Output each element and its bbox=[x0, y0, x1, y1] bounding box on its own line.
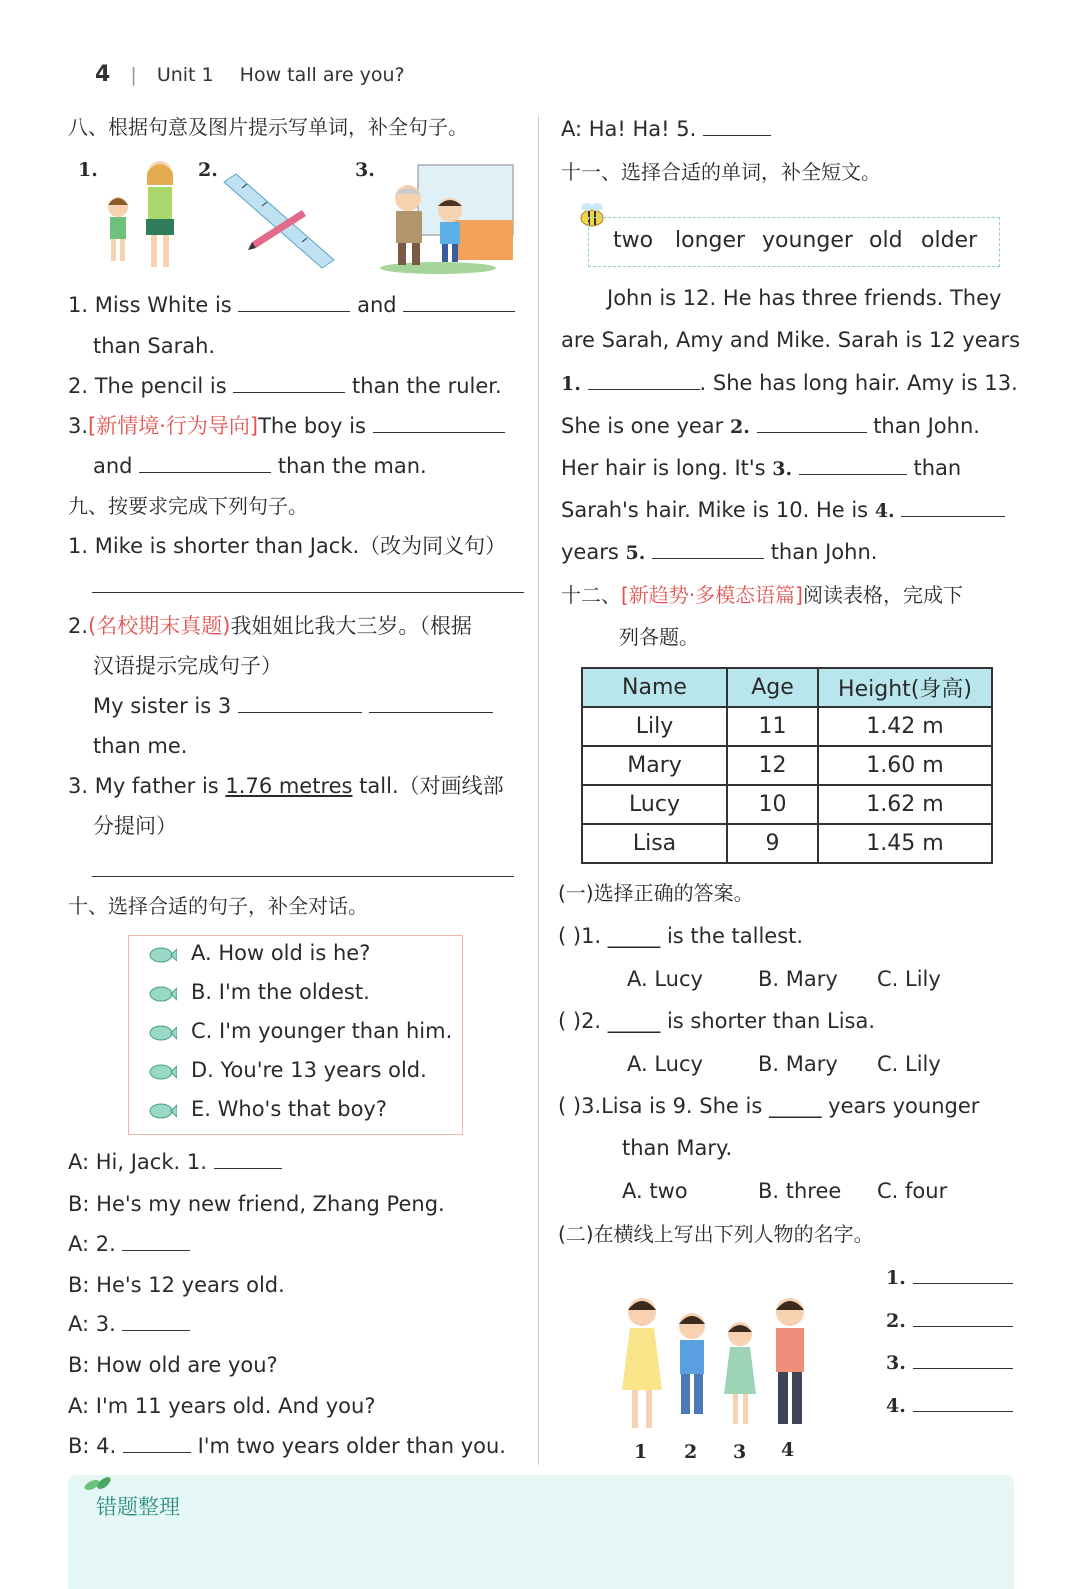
answer-blank[interactable] bbox=[913, 1348, 1013, 1369]
s8-q1-cont: than Sarah. bbox=[93, 334, 216, 358]
fish-icon bbox=[147, 1102, 177, 1120]
passage-line-4: She is one year 2. than John. bbox=[561, 414, 980, 438]
answer-blank[interactable] bbox=[901, 496, 1005, 517]
mistake-notes-area[interactable] bbox=[68, 1475, 1014, 1589]
leaf-icon bbox=[82, 1476, 114, 1492]
col-header-name: Name bbox=[582, 668, 727, 707]
option-b: B. I'm the oldest. bbox=[191, 980, 370, 1004]
fish-icon bbox=[147, 946, 177, 964]
table-row: Lisa 9 1.45 m bbox=[582, 824, 992, 863]
section-12-title: 十二、[新趋势·多模态语篇]阅读表格，完成下 bbox=[561, 583, 963, 607]
dialog-line-6: B: How old are you? bbox=[68, 1353, 278, 1377]
answer-line[interactable] bbox=[92, 592, 524, 593]
mc-question-1: ( )1. _____ is the tallest. bbox=[558, 924, 804, 948]
section-11-title: 十一、选择合适的单词，补全短文。 bbox=[561, 160, 881, 184]
word-option: two bbox=[613, 228, 654, 253]
passage-line-3: 1. . She has long hair. Amy is 13. bbox=[561, 371, 1018, 395]
mc-option[interactable]: C. Lily bbox=[877, 967, 941, 991]
section-10-title: 十、选择合适的句子，补全对话。 bbox=[68, 894, 368, 918]
table-header-row bbox=[582, 668, 992, 707]
table-row: Lily 11 1.42 m bbox=[582, 707, 992, 746]
answer-blank[interactable] bbox=[369, 692, 493, 713]
mc-option[interactable]: B. Mary bbox=[758, 967, 838, 991]
option-c: C. I'm younger than him. bbox=[191, 1019, 453, 1043]
part-2-title: (二)在横线上写出下列人物的名字。 bbox=[558, 1222, 874, 1246]
answer-paren[interactable]: ( ) bbox=[558, 1094, 582, 1118]
answer-blank[interactable] bbox=[238, 291, 350, 312]
answer-blank[interactable] bbox=[122, 1310, 190, 1331]
four-girls-illustration bbox=[600, 1290, 820, 1440]
page-header: 4 | Unit 1 How tall are you? bbox=[95, 62, 405, 87]
height-table bbox=[581, 667, 993, 864]
passage-line-2: are Sarah, Amy and Mike. Sarah is 12 years bbox=[561, 328, 1021, 352]
answer-blank[interactable] bbox=[373, 412, 505, 433]
part-1-title: (一)选择正确的答案。 bbox=[558, 881, 754, 905]
option-d: D. You're 13 years old. bbox=[191, 1058, 427, 1082]
dialog-line-2: B: He's my new friend, Zhang Peng. bbox=[68, 1192, 445, 1216]
mc-option[interactable]: C. four bbox=[877, 1179, 948, 1203]
col-header-age: Age bbox=[727, 668, 818, 707]
dialog-line-3: A: 2. bbox=[68, 1229, 190, 1259]
answer-blank[interactable] bbox=[703, 115, 771, 136]
dialog-line-4: B: He's 12 years old. bbox=[68, 1273, 285, 1297]
answer-blank[interactable] bbox=[913, 1263, 1013, 1284]
answer-blank[interactable] bbox=[757, 412, 867, 433]
man-and-boy-illustration bbox=[378, 160, 516, 275]
s9-q2-cont: than me. bbox=[93, 734, 188, 758]
answer-blank[interactable] bbox=[403, 291, 515, 312]
table-row: Lucy 10 1.62 m bbox=[582, 785, 992, 824]
answer-blank[interactable] bbox=[799, 454, 907, 475]
col-header-height: Height(身高) bbox=[818, 668, 992, 707]
s9-q2-hint: 汉语提示完成句子） bbox=[93, 654, 282, 678]
option-a: A. How old is he? bbox=[191, 941, 371, 965]
mc-option[interactable]: A. Lucy bbox=[627, 1052, 703, 1076]
girl-number: 4 bbox=[781, 1439, 795, 1461]
column-divider bbox=[538, 115, 539, 1465]
passage-line-7: years 5. than John. bbox=[561, 540, 878, 564]
s8-q3-cont: and than the man. bbox=[93, 454, 427, 478]
s8-q3: 3.[新情境·行为导向]The boy is bbox=[68, 411, 505, 441]
answer-blank[interactable] bbox=[123, 1432, 191, 1453]
pic-label-3: 3. bbox=[355, 159, 375, 181]
dialog-line-8: B: 4. I'm two years older than you. bbox=[68, 1434, 506, 1458]
dialog-line-7: A: I'm 11 years old. And you? bbox=[68, 1394, 376, 1418]
mc-question-3-cont: than Mary. bbox=[622, 1136, 733, 1160]
passage-line-1: John is 12. He has three friends. They bbox=[607, 286, 1002, 310]
girl-number: 1 bbox=[634, 1441, 648, 1463]
section-12-title-cont: 列各题。 bbox=[619, 625, 699, 649]
word-option: longer bbox=[675, 228, 746, 253]
mc-question-2: ( )2. _____ is shorter than Lisa. bbox=[558, 1009, 876, 1033]
answer-blank[interactable] bbox=[913, 1391, 1013, 1412]
tag-new-context: [新情境·行为导向] bbox=[88, 414, 259, 438]
mc-option[interactable]: A. Lucy bbox=[627, 967, 703, 991]
passage-line-5: Her hair is long. It's 3. than bbox=[561, 456, 962, 480]
fish-icon bbox=[147, 1024, 177, 1042]
answer-paren[interactable]: ( ) bbox=[558, 924, 582, 948]
answer-blank[interactable] bbox=[238, 692, 362, 713]
answer-blank[interactable] bbox=[214, 1148, 282, 1169]
answer-blank[interactable] bbox=[139, 452, 271, 473]
answer-paren[interactable]: ( ) bbox=[558, 1009, 582, 1033]
unit-title: How tall are you? bbox=[239, 64, 405, 86]
word-bank bbox=[588, 217, 1000, 267]
girl-number: 3 bbox=[733, 1441, 747, 1463]
tag-new-trend: [新趋势·多模态语篇] bbox=[621, 583, 803, 607]
section-9-title: 九、按要求完成下列句子。 bbox=[68, 494, 308, 518]
page-number: 4 bbox=[95, 62, 111, 87]
word-option: younger bbox=[762, 228, 853, 253]
ruler-and-pencil-illustration bbox=[222, 172, 337, 272]
dialog-line-5: A: 3. bbox=[68, 1309, 190, 1339]
s9-q1: 1. Mike is shorter than Jack.（改为同义句） bbox=[68, 534, 507, 558]
dialog-line-1: A: Hi, Jack. 1. bbox=[68, 1147, 282, 1177]
unit-label: Unit 1 bbox=[156, 64, 214, 86]
pic-label-2: 2. bbox=[198, 159, 218, 181]
answer-blank[interactable] bbox=[652, 538, 764, 559]
girl-number: 2 bbox=[684, 1441, 698, 1463]
mc-option[interactable]: B. three bbox=[758, 1179, 842, 1203]
dialog-line-9: A: Ha! Ha! 5. bbox=[561, 114, 771, 144]
s9-q3-cont: 分提问） bbox=[93, 814, 177, 838]
answer-blank[interactable] bbox=[913, 1306, 1013, 1327]
name-answer-1: 1. bbox=[886, 1262, 1013, 1293]
options-box bbox=[128, 935, 463, 1135]
answer-blank[interactable] bbox=[122, 1230, 190, 1251]
mc-question-3: ( )3.Lisa is 9. She is _____ years younger bbox=[558, 1094, 980, 1118]
fish-icon bbox=[147, 1063, 177, 1081]
s9-q3: 3. My father is 1.76 metres tall.（对画线部 bbox=[68, 774, 504, 798]
s8-q2: 2. The pencil is than the ruler. bbox=[68, 374, 502, 398]
word-option: old bbox=[869, 228, 903, 253]
s8-q1: 1. Miss White is and bbox=[68, 290, 515, 320]
answer-line[interactable] bbox=[92, 876, 514, 877]
mc-option[interactable]: B. Mary bbox=[758, 1052, 838, 1076]
s9-q2-sentence: My sister is 3 bbox=[93, 691, 493, 721]
passage-line-6: Sarah's hair. Mike is 10. He is 4. bbox=[561, 495, 1005, 526]
fish-icon bbox=[147, 985, 177, 1003]
girl-and-teacher-illustration bbox=[98, 155, 188, 273]
pic-label-1: 1. bbox=[78, 159, 98, 181]
mc-option[interactable]: A. two bbox=[622, 1179, 688, 1203]
answer-blank[interactable] bbox=[588, 369, 700, 390]
name-answer-3: 3. bbox=[886, 1347, 1013, 1378]
tag-exam: (名校期末真题) bbox=[88, 614, 231, 638]
s9-q2: 2.(名校期末真题)我姐姐比我大三岁。（根据 bbox=[68, 614, 472, 638]
option-e: E. Who's that boy? bbox=[191, 1097, 388, 1121]
section-8-title: 八、根据句意及图片提示写单词，补全句子。 bbox=[68, 115, 468, 139]
mc-option[interactable]: C. Lily bbox=[877, 1052, 941, 1076]
name-answer-2: 2. bbox=[886, 1305, 1013, 1336]
table-row: Mary 12 1.60 m bbox=[582, 746, 992, 785]
name-answer-4: 4. bbox=[886, 1390, 1013, 1421]
answer-blank[interactable] bbox=[233, 372, 345, 393]
word-option: older bbox=[921, 228, 978, 253]
mistake-notes-title: 错题整理 bbox=[96, 1495, 180, 1519]
